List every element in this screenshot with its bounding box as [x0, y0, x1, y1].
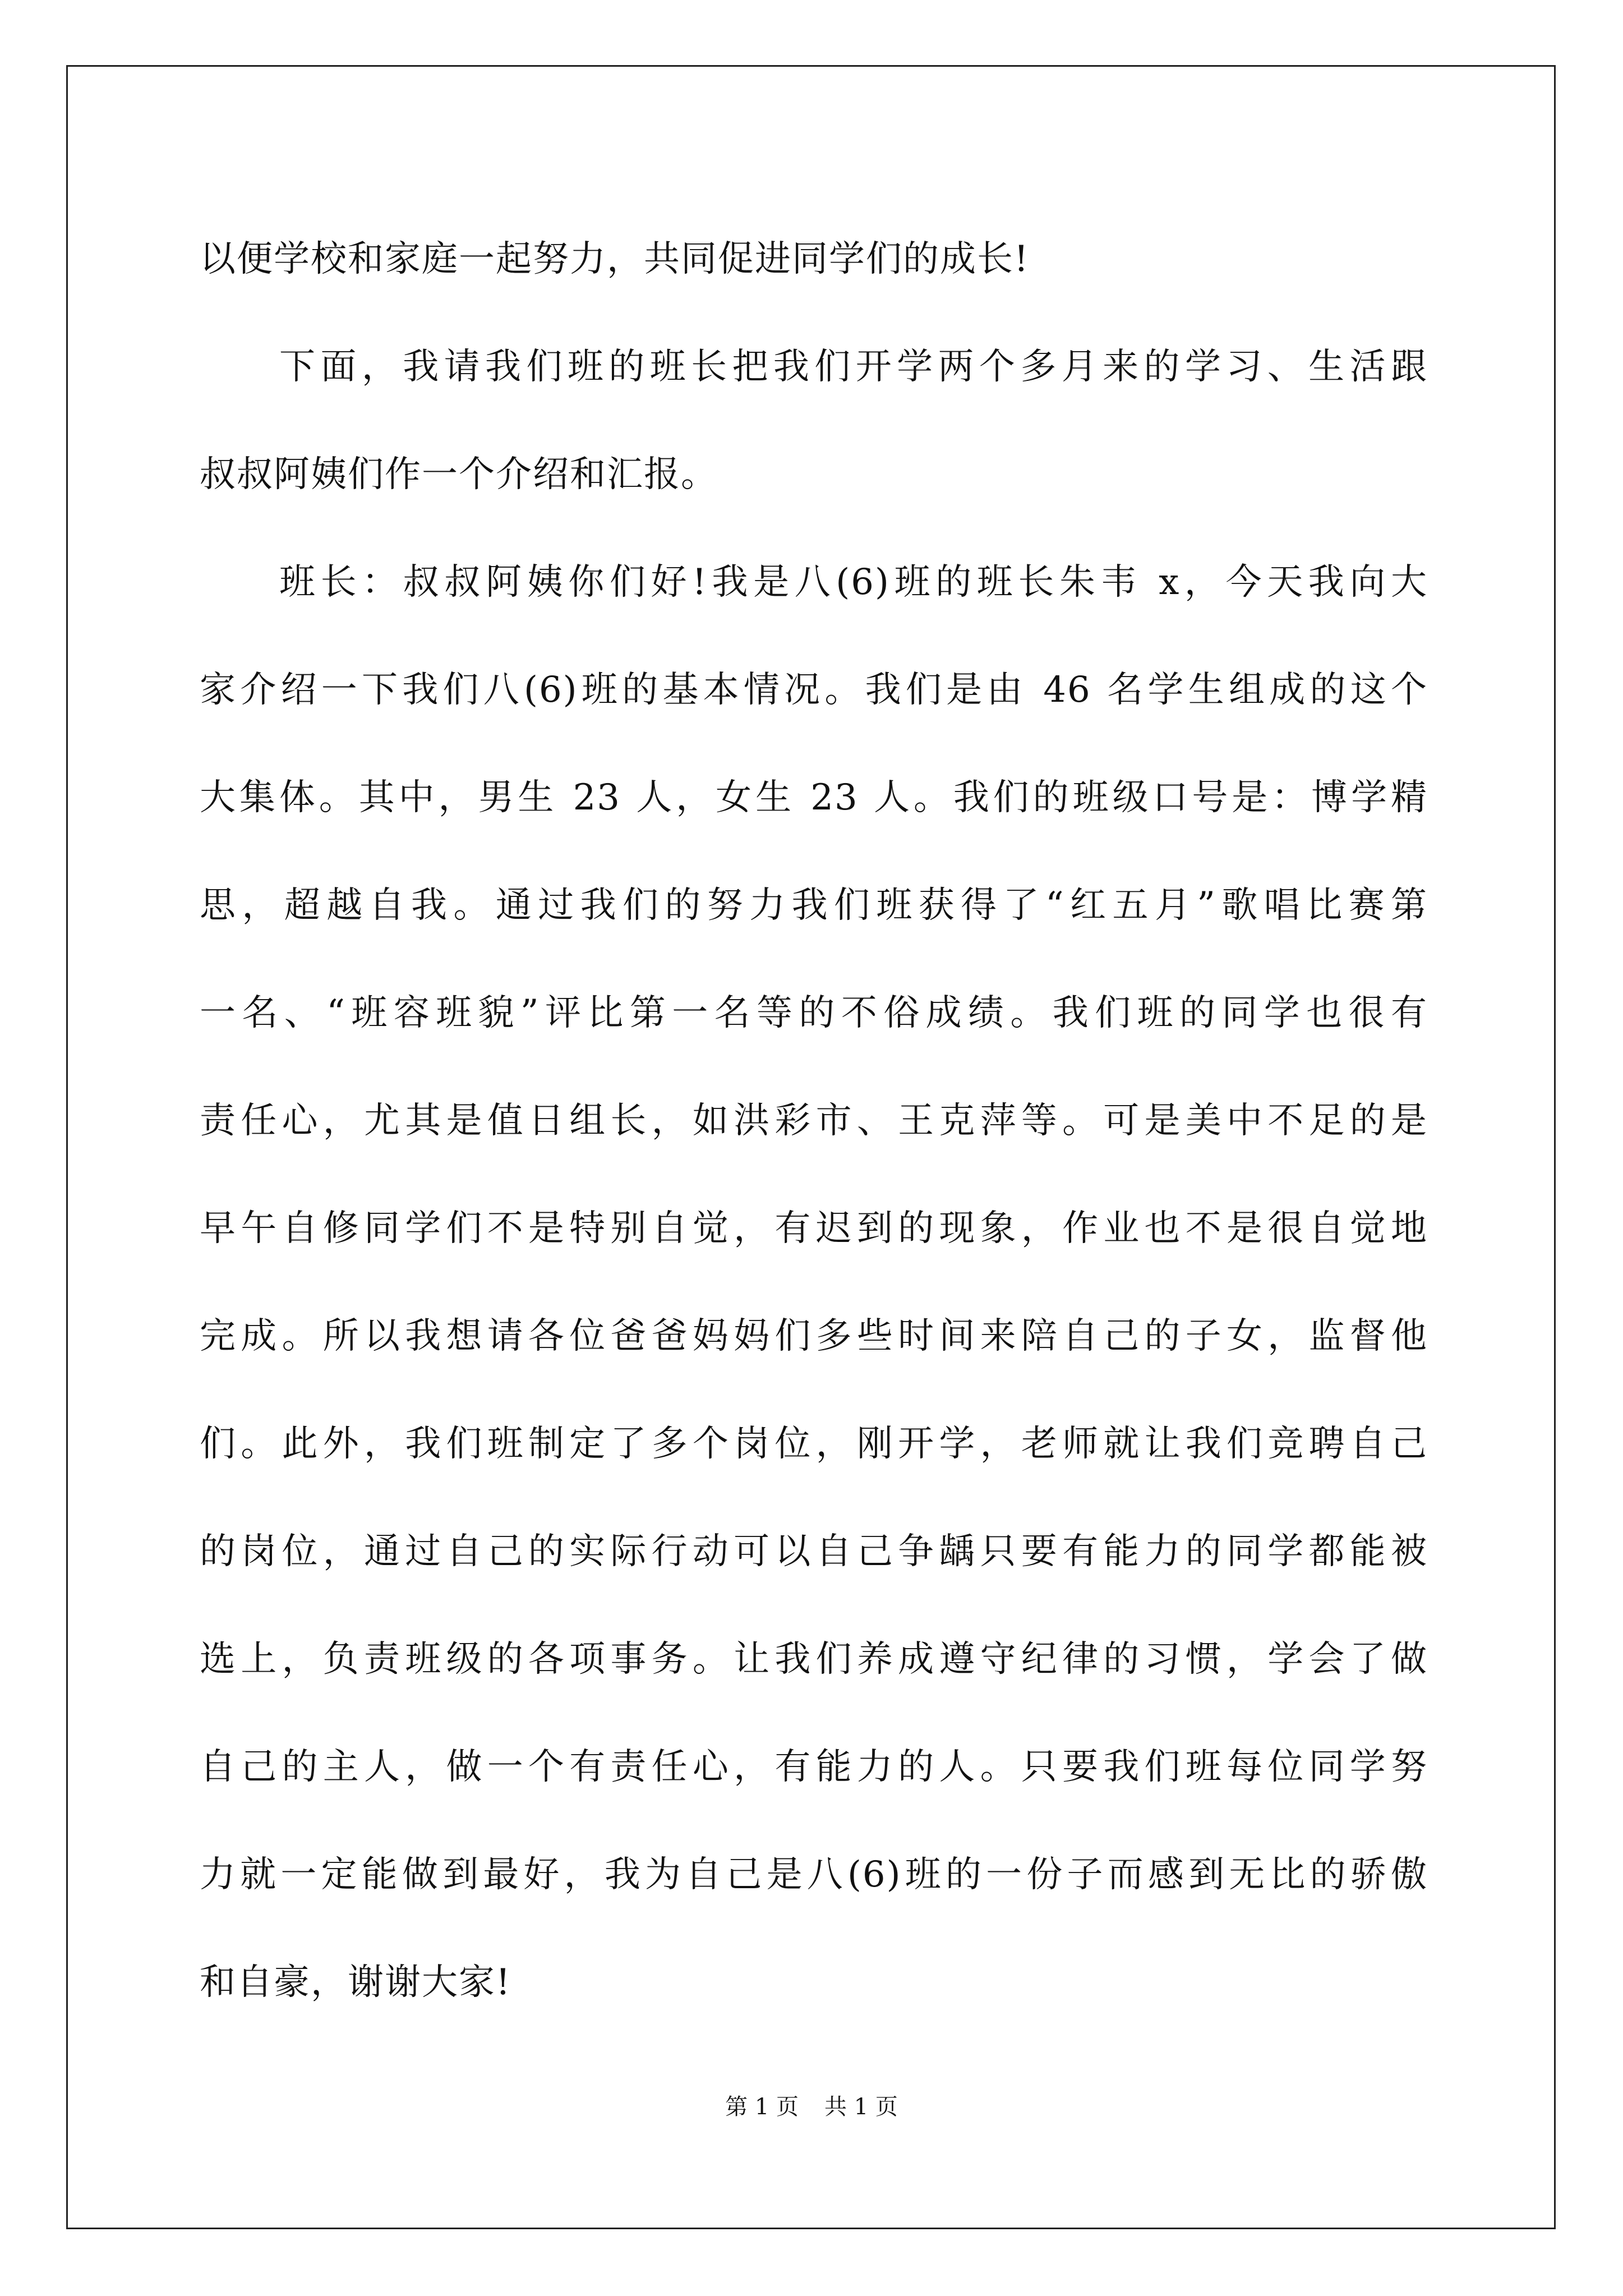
paragraph-first-line: 下面，我请我们班的班长把我们开学两个多月来的学习、生活跟 [279, 346, 1428, 388]
page-number: 第 1 页 [725, 2094, 799, 2120]
text-line: 思，超越自我。通过我们的努力我们班获得了“红五月”歌唱比赛第 [200, 885, 1428, 926]
text-line: 一名、“班容班貌”评比第一名等的不俗成绩。我们班的同学也很有 [200, 992, 1428, 1034]
text-line: 完成。所以我想请各位爸爸妈妈们多些时间来陪自己的子女，监督他 [200, 1315, 1428, 1357]
text-line: 和自豪，谢谢大家! [200, 1962, 511, 2003]
text-line: 力就一定能做到最好，我为自己是八(6)班的一份子而感到无比的骄傲 [200, 1854, 1428, 1895]
text-line: 们。此外，我们班制定了多个岗位，刚开学，老师就让我们竞聘自己 [200, 1423, 1428, 1465]
text-line: 早午自修同学们不是特别自觉，有迟到的现象，作业也不是很自觉地 [200, 1208, 1428, 1249]
text-line: 的岗位，通过自己的实际行动可以自己争龋只要有能力的同学都能被 [200, 1531, 1428, 1572]
text-line: 选上，负责班级的各项事务。让我们养成遵守纪律的习惯，学会了做 [200, 1639, 1428, 1680]
text-line: 大集体。其中，男生 23 人，女生 23 人。我们的班级口号是：博学精 [200, 777, 1428, 818]
page-footer [0, 2090, 1623, 2124]
text-line: 家介绍一下我们八(6)班的基本情况。我们是由 46 名学生组成的这个 [200, 669, 1428, 711]
text-line: 叔叔阿姨们作一个介绍和汇报。 [200, 454, 718, 495]
text-line: 自己的主人，做一个有责任心，有能力的人。只要我们班每位同学努 [200, 1746, 1428, 1788]
paragraph-first-line: 班长：叔叔阿姨你们好!我是八(6)班的班长朱韦 x，今天我向大 [279, 562, 1428, 603]
text-line: 以便学校和家庭一起努力，共同促进同学们的成长! [200, 238, 1030, 280]
document-body [200, 205, 1428, 2036]
text-line: 责任心，尤其是值日组长，如洪彩市、王克萍等。可是美中不足的是 [200, 1100, 1428, 1142]
page-total: 共 1 页 [824, 2094, 898, 2120]
